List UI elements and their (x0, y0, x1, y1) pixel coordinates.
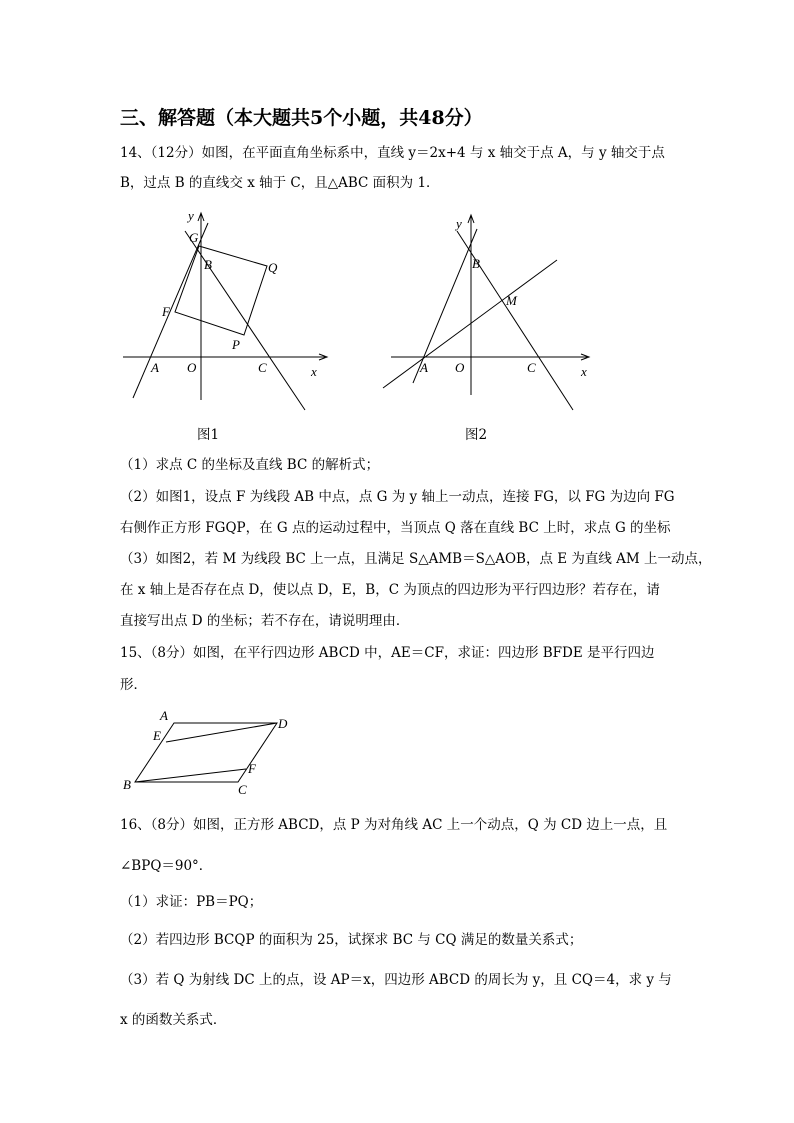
q14-part2-line2: 右侧作正方形 FGQP，在 G 点的运动过程中，当顶点 Q 落在直线 BC 上时，求点 G 的坐标 (120, 520, 671, 536)
fig2-caption: 图2 (465, 427, 488, 443)
section-title: 三、解答题（本大题共5个小题，共48分） (120, 107, 483, 129)
q14-stem-line1: 14、（12分）如图，在平面直角坐标系中，直线 y＝2x+4 与 x 轴交于点 A，与 y 轴交于点 (120, 145, 665, 161)
fig2-label-c: C (527, 360, 536, 375)
fig1-square-fgqp (175, 246, 267, 335)
q14-part2-line1: （2）如图1，设点 F 为线段 AB 中点，点 G 为 y 轴上一动点，连接 FG，以 FG 为边向 FG (120, 489, 675, 505)
q15-label-d: D (278, 716, 288, 731)
fig1-label-b: B (204, 257, 212, 272)
fig2-label-o: O (455, 360, 465, 375)
fig1-label-c: C (258, 360, 267, 375)
figure-q15-parallelogram (120, 705, 295, 800)
q16-part2: （2）若四边形 BCQP 的面积为 25，试探求 BC 与 CQ 满足的数量关系式； (120, 932, 583, 948)
fig2-label-x: x (581, 364, 587, 379)
fig2-label-b: B (472, 256, 480, 271)
fig1-label-o: O (187, 360, 197, 375)
q15-stem-line1: 15、（8分）如图，在平行四边形 ABCD 中，AE＝CF，求证：四边形 BFDE 是平行四边 (120, 645, 655, 661)
fig1-label-q: Q (268, 260, 278, 275)
fig1-label-a: A (151, 360, 159, 375)
fig1-label-p: P (232, 337, 240, 352)
fig1-label-x: x (311, 364, 317, 379)
q14-part3-line1: （3）如图2，若 M 为线段 BC 上一点，且满足 S△AMB＝S△AOB，点 E 为直线 AM 上一动点， (120, 551, 712, 567)
fig2-label-a: A (420, 360, 428, 375)
q15-label-e: E (153, 728, 161, 743)
fig1-caption: 图1 (197, 427, 220, 443)
q16-stem-line1: 16、（8分）如图，正方形 ABCD，点 P 为对角线 AC 上一个动点，Q 为 CD 边上一点，且 (120, 817, 668, 833)
fig1-label-g: G (189, 230, 199, 245)
q15-segment-ed (166, 723, 277, 742)
fig1-label-y: y (188, 208, 194, 223)
q16-part3-line1: （3）若 Q 为射线 DC 上的点，设 AP＝x，四边形 ABCD 的周长为 y，且 CQ＝4，求 y 与 (120, 972, 672, 988)
fig1-label-f: F (162, 304, 170, 319)
figure-2 (375, 205, 600, 415)
q15-stem-line2: 形． (120, 677, 147, 693)
q14-part3-line3: 直接写出点 D 的坐标；若不存在，请说明理由． (120, 613, 410, 629)
q14-part3-line2: 在 x 轴上是否存在点 D，使以点 D，E，B，C 为顶点的四边形为平行四边形？若存在，请 (120, 582, 660, 598)
fig2-label-y: y (456, 216, 462, 231)
q15-segment-bf (135, 769, 246, 782)
q15-label-c: C (238, 782, 247, 797)
fig2-label-m: M (506, 293, 517, 308)
q15-label-b: B (123, 777, 131, 792)
figure-1 (115, 205, 340, 415)
q14-part1: （1）求点 C 的坐标及直线 BC 的解析式； (120, 457, 380, 473)
q14-stem-line2: B，过点 B 的直线交 x 轴于 C，且△ABC 面积为 1． (120, 175, 440, 191)
q16-stem-line2: ∠BPQ＝90°． (120, 858, 213, 874)
q16-part1: （1）求证：PB＝PQ； (120, 894, 263, 910)
fig1-line-bc (185, 231, 305, 410)
q16-part3-line2: x 的函数关系式． (120, 1012, 227, 1028)
q15-label-a: A (160, 708, 168, 723)
q15-label-f: F (248, 761, 256, 776)
